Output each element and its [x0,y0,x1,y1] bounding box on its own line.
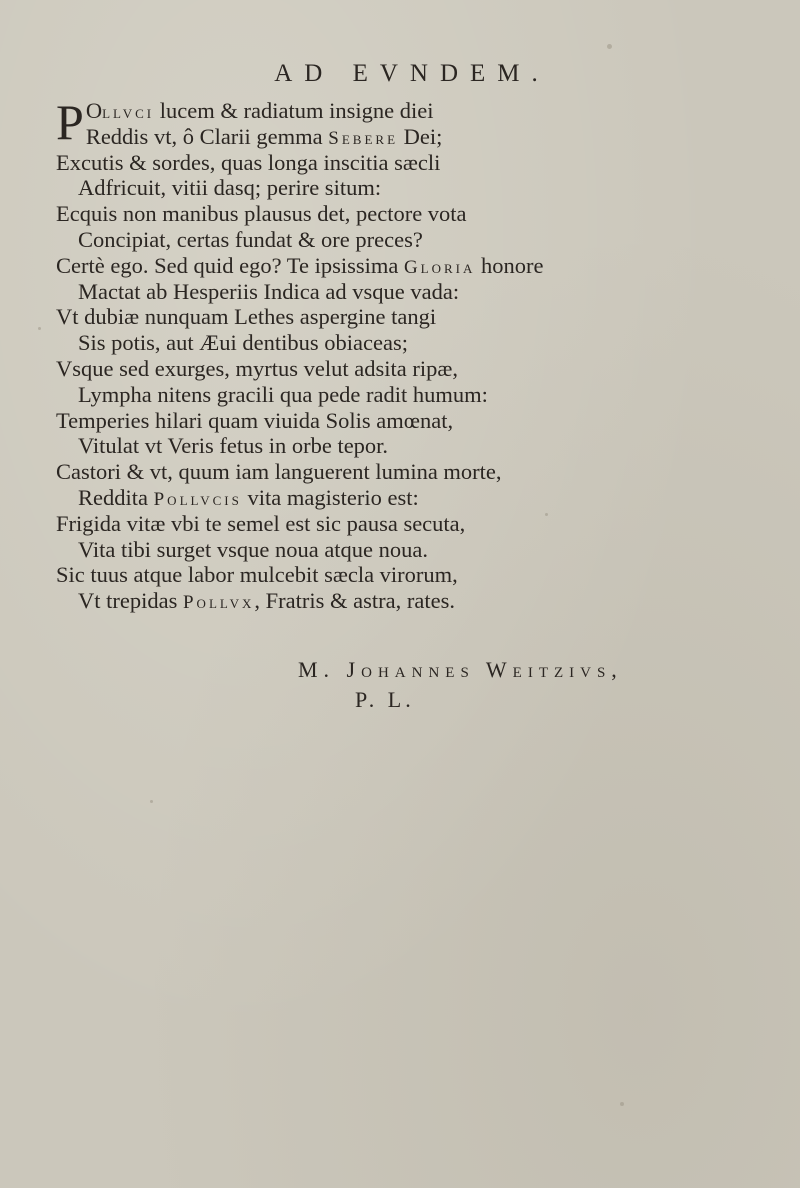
line-text: Vita tibi surget vsque noua atque noua. [78,536,429,562]
line-text: Vt trepidas [78,588,183,614]
poem-line [56,459,756,485]
line-text: Lympha nitens gracili qua pede radit humum: [78,381,488,407]
poem-line [56,98,756,124]
poem-body [56,94,756,614]
line-text: lucem & radiatum insigne diei [154,98,434,123]
line-text: Certè ego. Sed quid ego? Te ipsissima [56,252,404,278]
poem-line [56,562,756,588]
small-caps-name: Sebere [328,127,399,149]
drop-cap: P [56,94,84,150]
poem-line [56,279,756,305]
line-text: Sic tuus atque labor mulcebit sæcla virorum, [56,562,458,588]
line-text: Sis potis, aut Æui dentibus obiaceas; [78,330,408,356]
line-text: O [85,98,103,123]
line-text: Reddita [78,484,154,510]
line-text: Adfricuit, vitii dasq; perire situm: [78,175,382,201]
poem-line [56,408,756,434]
poem-line [56,433,756,459]
paper-speck [620,1102,624,1106]
poem-line [56,150,756,176]
paper-speck [38,327,41,330]
line-text: Concipiat, certas fundat & ore preces? [78,226,423,252]
line-text: Reddis vt, ô Clarii gemma [85,123,329,149]
poem-line [56,382,756,408]
line-text: Castori & vt, quum iam languerent lumina morte, [56,459,502,485]
line-text: Frigida vitæ vbi te semel est sic pausa secuta, [56,510,466,536]
author-name: M. Johannes Weitzivs, [298,657,623,682]
paper-speck [150,800,153,803]
poem-line [56,356,756,382]
line-text: Mactat ab Hesperiis Indica ad vsque vada: [78,278,460,304]
line-text: Vsque sed exurges, myrtus velut adsita ripæ, [56,355,459,381]
poem-line [56,485,756,511]
line-text: Vt dubiæ nunquam Lethes aspergine tangi [56,304,437,330]
line-text: , Fratris & astra, rates. [254,588,455,614]
poem-line [56,511,756,537]
line-text: Vitulat vt Veris fetus in orbe tepor. [78,433,389,459]
line-text: Dei; [398,123,443,149]
line-text: Excutis & sordes, quas longa inscitia sæcli [56,149,441,175]
small-caps-name: Gloria [403,256,476,278]
line-text: Ecquis non manibus plausus det, pectore vota [56,201,467,227]
poem-line [56,304,756,330]
small-caps-name: Pollvx [182,592,255,614]
poem-line [56,201,756,227]
small-caps-name: Pollvcis [153,488,242,510]
poem-heading: AD EVNDEM. [274,60,550,87]
poem-line [56,537,756,563]
author-initials: P. L. [355,687,415,712]
poem-line [56,588,756,614]
paper-speck [607,44,612,49]
small-caps-name: llvci [102,102,155,123]
poem-line [56,253,756,279]
line-text: honore [475,252,544,278]
poem-line [56,124,756,150]
poem-line [56,330,756,356]
poem-line [56,227,756,253]
poem-line [56,175,756,201]
line-text: Temperies hilari quam viuida Solis amœnat, [56,407,454,433]
signature-block [298,655,623,715]
line-text: vita magisterio est: [241,484,419,510]
